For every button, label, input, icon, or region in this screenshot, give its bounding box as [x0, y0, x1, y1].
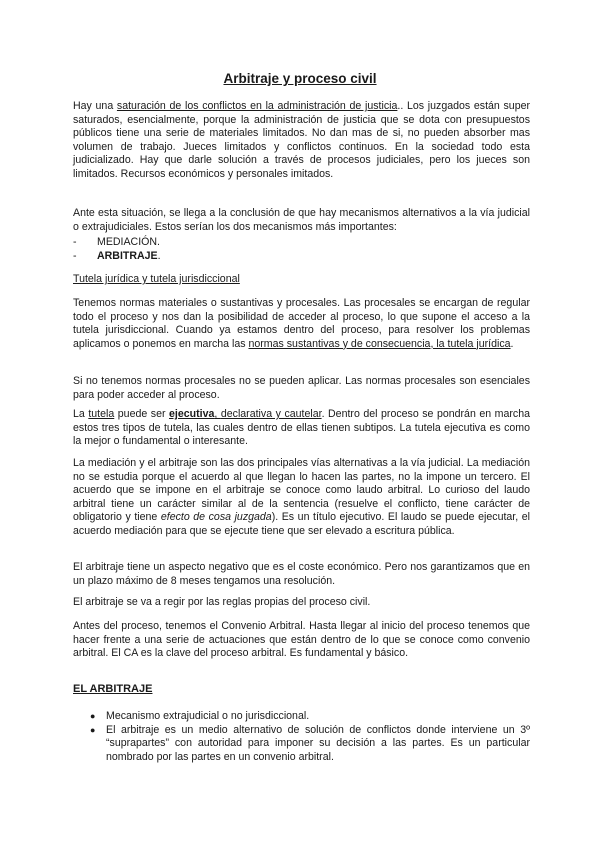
list-item	[88, 724, 530, 765]
list-item-text: Mecanismo extrajudicial o no jurisdiccional.	[106, 710, 310, 722]
paragraph-alternatives: Ante esta situación, se llega a la conclusión de que hay mecanismos alternativos a la vía judicial o extrajudiciales. Estos serían los dos mecanismos más importantes:	[73, 207, 530, 233]
list-item	[73, 236, 530, 250]
underlined-phrase: saturación de los conflictos en la administración de justicia	[116, 100, 398, 112]
italic-phrase: efecto de cosa juzgada	[160, 511, 272, 524]
text-span: .. Los juzgados están super saturados, esencialmente, porque la administración de justicia que se dota con presupuestos públicos tiene una serie de materiales limitados. No dan mas de si, no pueden absorber mas volumen de trabajo. Jueces limitados y conflictos continuos. En la sociedad todo esta judicializado. Hay que darle solución a través de procesos judiciales, pero los jueces son limitados. Recursos económicos y personales imitados.	[73, 100, 531, 180]
paragraph-saturation	[73, 100, 530, 182]
paragraph-convenio: Antes del proceso, tenemos el Convenio Arbitral. Hasta llegar al inicio del proceso tenemos que hacer frente a una serie de actuaciones que están dentro de lo que se conoce como convenio arbitral. El CA es la clave del proceso arbitral. Es fundamental y básico.	[73, 620, 530, 660]
text-span: puede ser	[114, 408, 170, 420]
section-heading-arbitraje: EL ARBITRAJE	[73, 683, 153, 695]
bold-underlined-phrase: ejecutiva	[169, 408, 215, 420]
underlined-phrase: declarativa y cautelar	[220, 408, 322, 420]
paragraph-tutela-tipos	[73, 408, 530, 449]
mechanisms-list	[73, 236, 530, 264]
text-span: . Dentro del proceso se pondrán en marcha estos tres tipos de tutela, las cuales dentro de ellas tienen subtipos. La tutela ejecutiva es como la mejor o fundamental o interesante.	[73, 408, 531, 448]
text-span: Tenemos normas materiales o sustantivas y procesales. Las procesales se encargan de regular todo el proceso y nos dan la posibilidad de acceder al proceso, lo que supone el acceso a la tutela jurisdiccional. Cuando ya estamos dentro del proceso, para resolver los problemas aplicamos o ponemos en marcha las	[73, 297, 530, 350]
paragraph-normas-procesales: Si no tenemos normas procesales no se pueden aplicar. Las normas procesales son esenciales para poder acceder al proceso.	[73, 375, 530, 401]
section-heading-tutela: Tutela jurídica y tutela jurisdiccional	[73, 273, 240, 285]
dash-marker: -	[73, 236, 77, 248]
text-span: .	[510, 337, 514, 350]
text-span: La	[73, 408, 89, 420]
text-span: ,	[214, 408, 221, 420]
underlined-phrase: tutela	[88, 408, 115, 420]
bullet-marker: ●	[90, 724, 96, 735]
arbitraje-bullet-list	[88, 710, 530, 764]
paragraph-mediacion-arbitraje	[73, 457, 530, 539]
text-span: ). Es un título ejecutivo. El laudo se puede ejecutar, el acuerdo mediación para que se ejecute tiene que ser elevado a escritura pública.	[73, 511, 530, 537]
list-item-text: El arbitraje es un medio alternativo de solución de conflictos donde interviene un 3º “suprapartes” con autoridad para imponer su decisión a las partes. Es un particular nombrado por las partes en un convenio arbitral.	[106, 723, 530, 763]
bullet-marker: ●	[90, 711, 96, 721]
paragraph-reglas: El arbitraje se va a regir por las reglas propias del proceso civil.	[73, 596, 371, 608]
list-item-text: MEDIACIÓN.	[97, 236, 160, 248]
text-span: Hay una	[73, 100, 117, 112]
list-item	[88, 710, 530, 724]
page-title: Arbitraje y proceso civil	[223, 71, 377, 86]
dash-marker: -	[73, 250, 77, 262]
paragraph-normas	[73, 297, 530, 351]
paragraph-coste: El arbitraje tiene un aspecto negativo que es el coste económico. Pero nos garantizamos que en un plazo máximo de 8 meses tengamos una resolución.	[73, 561, 530, 587]
list-item-text: ARBITRAJE	[97, 250, 158, 262]
list-item	[73, 250, 530, 264]
underlined-phrase: normas sustantivas y de consecuencia, la tutela jurídica	[248, 337, 511, 350]
list-item-text: .	[157, 250, 161, 262]
text-span: La mediación y el arbitraje son las dos principales vías alternativas a la vía judicial. La mediación no se estudia porque el acuerdo al que llegan lo hacen las partes, no la impone un tercero. El acuerdo que se impone en el arbitraje se conoce como laudo arbitral. Lo curioso del laudo arbitral tiene un carácter similar al de la sentencia (resuelve el conflicto, tiene carácter de obligatorio y tiene	[73, 457, 530, 524]
